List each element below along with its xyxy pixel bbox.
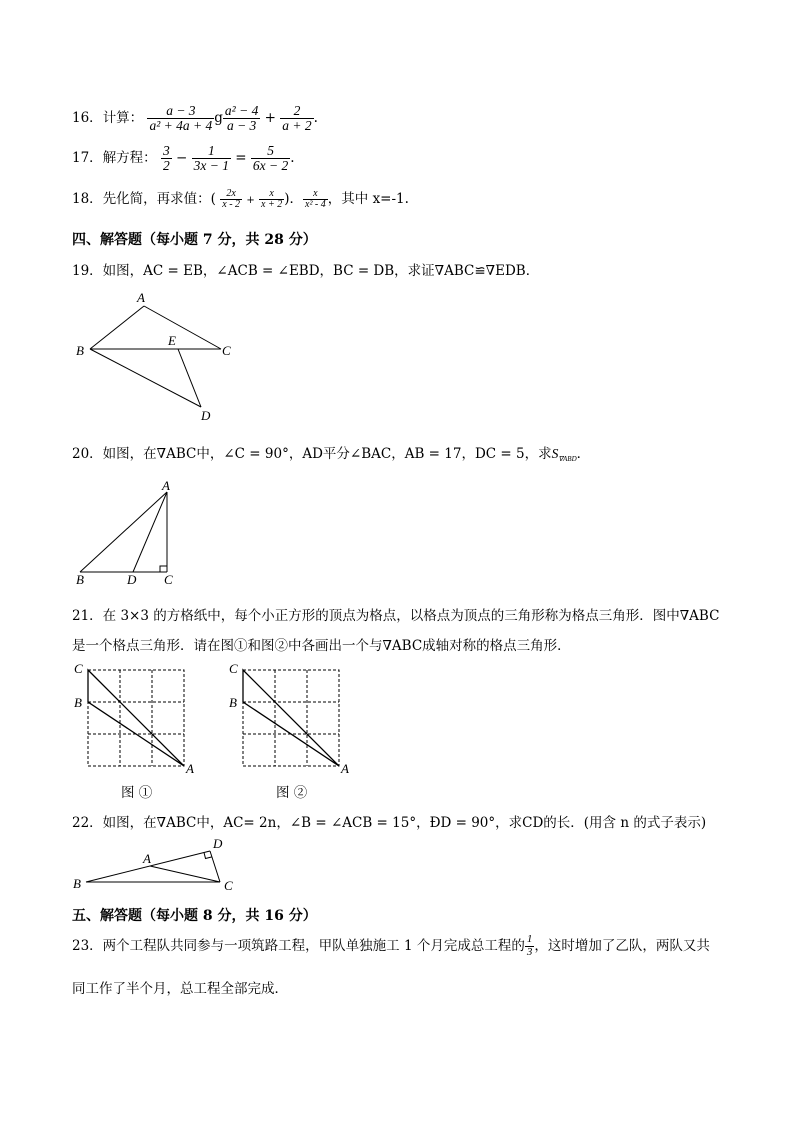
q19-label-a: A (137, 290, 145, 305)
q21-grid2-label-b: B (229, 695, 237, 710)
q21-grid1-label-c: C (74, 661, 83, 676)
q18-fraction-1: $\frac{2x}{x - 2}$ (222, 187, 241, 210)
q17-fraction-3: $\frac{5}{6x - 2}$ (252, 143, 289, 174)
q16-plus: + (264, 110, 276, 127)
question-16 (72, 104, 318, 133)
q18-fraction-3: $\frac{x}{\text{x² - 4}}$ (305, 187, 326, 210)
q17-fraction-2: $\frac{1}{3x - 1}$ (193, 143, 229, 174)
q21-grid-2 (241, 668, 343, 770)
q23-text-a: 23．两个工程队共同参与一项筑路工程，甲队单独施工 1 个月完成总工程的 (72, 938, 525, 954)
q19-label-b: B (76, 343, 84, 358)
q20-label-c: C (164, 572, 173, 587)
q23-text-b: ，这时增加了乙队，两队又共 (534, 938, 710, 954)
q20-end: ． (576, 446, 591, 462)
section-4-heading: 四、解答题（每小题 7 分，共 28 分） (72, 232, 317, 248)
q17-fraction-1: $\frac{3}{2}$ (162, 143, 170, 174)
q21-grid1-label-b: B (74, 695, 82, 710)
q21-grid2-label-a: A (341, 761, 349, 776)
question-23-line-1 (72, 934, 710, 959)
q22-label-a: A (143, 851, 151, 866)
q16-prompt: 计算： (102, 110, 144, 127)
question-17 (72, 144, 295, 173)
q16-fraction-3: $\frac{2}{a + 2}$ (282, 103, 312, 134)
q22-label-b: B (73, 876, 81, 891)
q17-prompt: 解方程： (102, 150, 157, 167)
q18-prompt: 先化简，再求值：( (102, 191, 216, 207)
q21-grid2-label-c: C (229, 661, 238, 676)
q16-fraction-1: $\frac{a - 3}{\text{a² + 4a + 4}}$ (149, 103, 213, 134)
q20-label-a: A (162, 478, 170, 493)
question-23-line-2: 同工作了半个月，总工程全部完成． (72, 981, 288, 997)
q16-end: . (313, 110, 318, 127)
q18-fraction-2: $\frac{x}{x + 2}$ (261, 187, 283, 210)
q21-grid-1 (86, 668, 188, 770)
question-21-line-2: 是一个格点三角形．请在图①和图②中各画出一个与∇ABC成轴对称的格点三角形． (72, 638, 571, 654)
q22-figure (80, 838, 230, 888)
q17-number: 17． (72, 150, 103, 167)
q16-number: 16． (72, 110, 103, 127)
q17-equals: = (235, 150, 247, 167)
question-22: 22．如图，在∇ABC中，AC= 2n，∠B = ∠ACB = 15°，ÐD = 90°，求CD的长．(用含 n 的式子表示) (72, 815, 707, 831)
q18-close: )． (284, 191, 303, 207)
question-19: 19．如图，AC = EB，∠ACB = ∠EBD，BC = DB，求证∇ABC≌∇EDB． (72, 263, 540, 279)
q20-area-subscript: ∇ABD (558, 455, 577, 463)
question-21-line-1: 21．在 3×3 的方格纸中，每个小正方形的顶点为格点，以格点为顶点的三角形称为格点三角形．图中∇ABC (72, 608, 720, 624)
section-5-heading: 五、解答题（每小题 8 分，共 16 分） (72, 908, 317, 924)
question-18 (72, 187, 409, 211)
q16-g: g (214, 110, 223, 127)
q17-minus: − (176, 150, 188, 167)
q18-number: 18． (72, 191, 103, 207)
q20-label-b: B (76, 572, 84, 587)
q22-label-d: D (213, 836, 223, 851)
q16-fraction-2: $\frac{\text{a² − 4}}{a - 3}$ (224, 103, 259, 134)
q19-label-e: E (168, 333, 176, 348)
q17-end: . (290, 150, 295, 167)
q20-area-symbol: S (551, 446, 559, 461)
q20-text: 20．如图，在∇ABC中，∠C = 90°，AD平分∠BAC，AB = 17，DC = 5，求 (72, 446, 552, 462)
q19-label-d: D (201, 408, 211, 423)
q18-tail: ，其中 x=-1. (327, 191, 409, 207)
q21-figure-1-caption: 图 ① (121, 785, 153, 801)
q20-figure (70, 480, 180, 580)
q19-figure (70, 290, 240, 425)
q23-fraction: $\frac{1}{3}$ (526, 933, 533, 958)
q22-label-c: C (224, 878, 233, 893)
q21-grid1-label-a: A (186, 761, 194, 776)
q18-plus: + (246, 195, 255, 206)
q19-label-c: C (222, 343, 231, 358)
q21-figure-2-caption: 图 ② (276, 785, 308, 801)
q20-label-d: D (127, 572, 137, 587)
question-20 (72, 442, 590, 463)
